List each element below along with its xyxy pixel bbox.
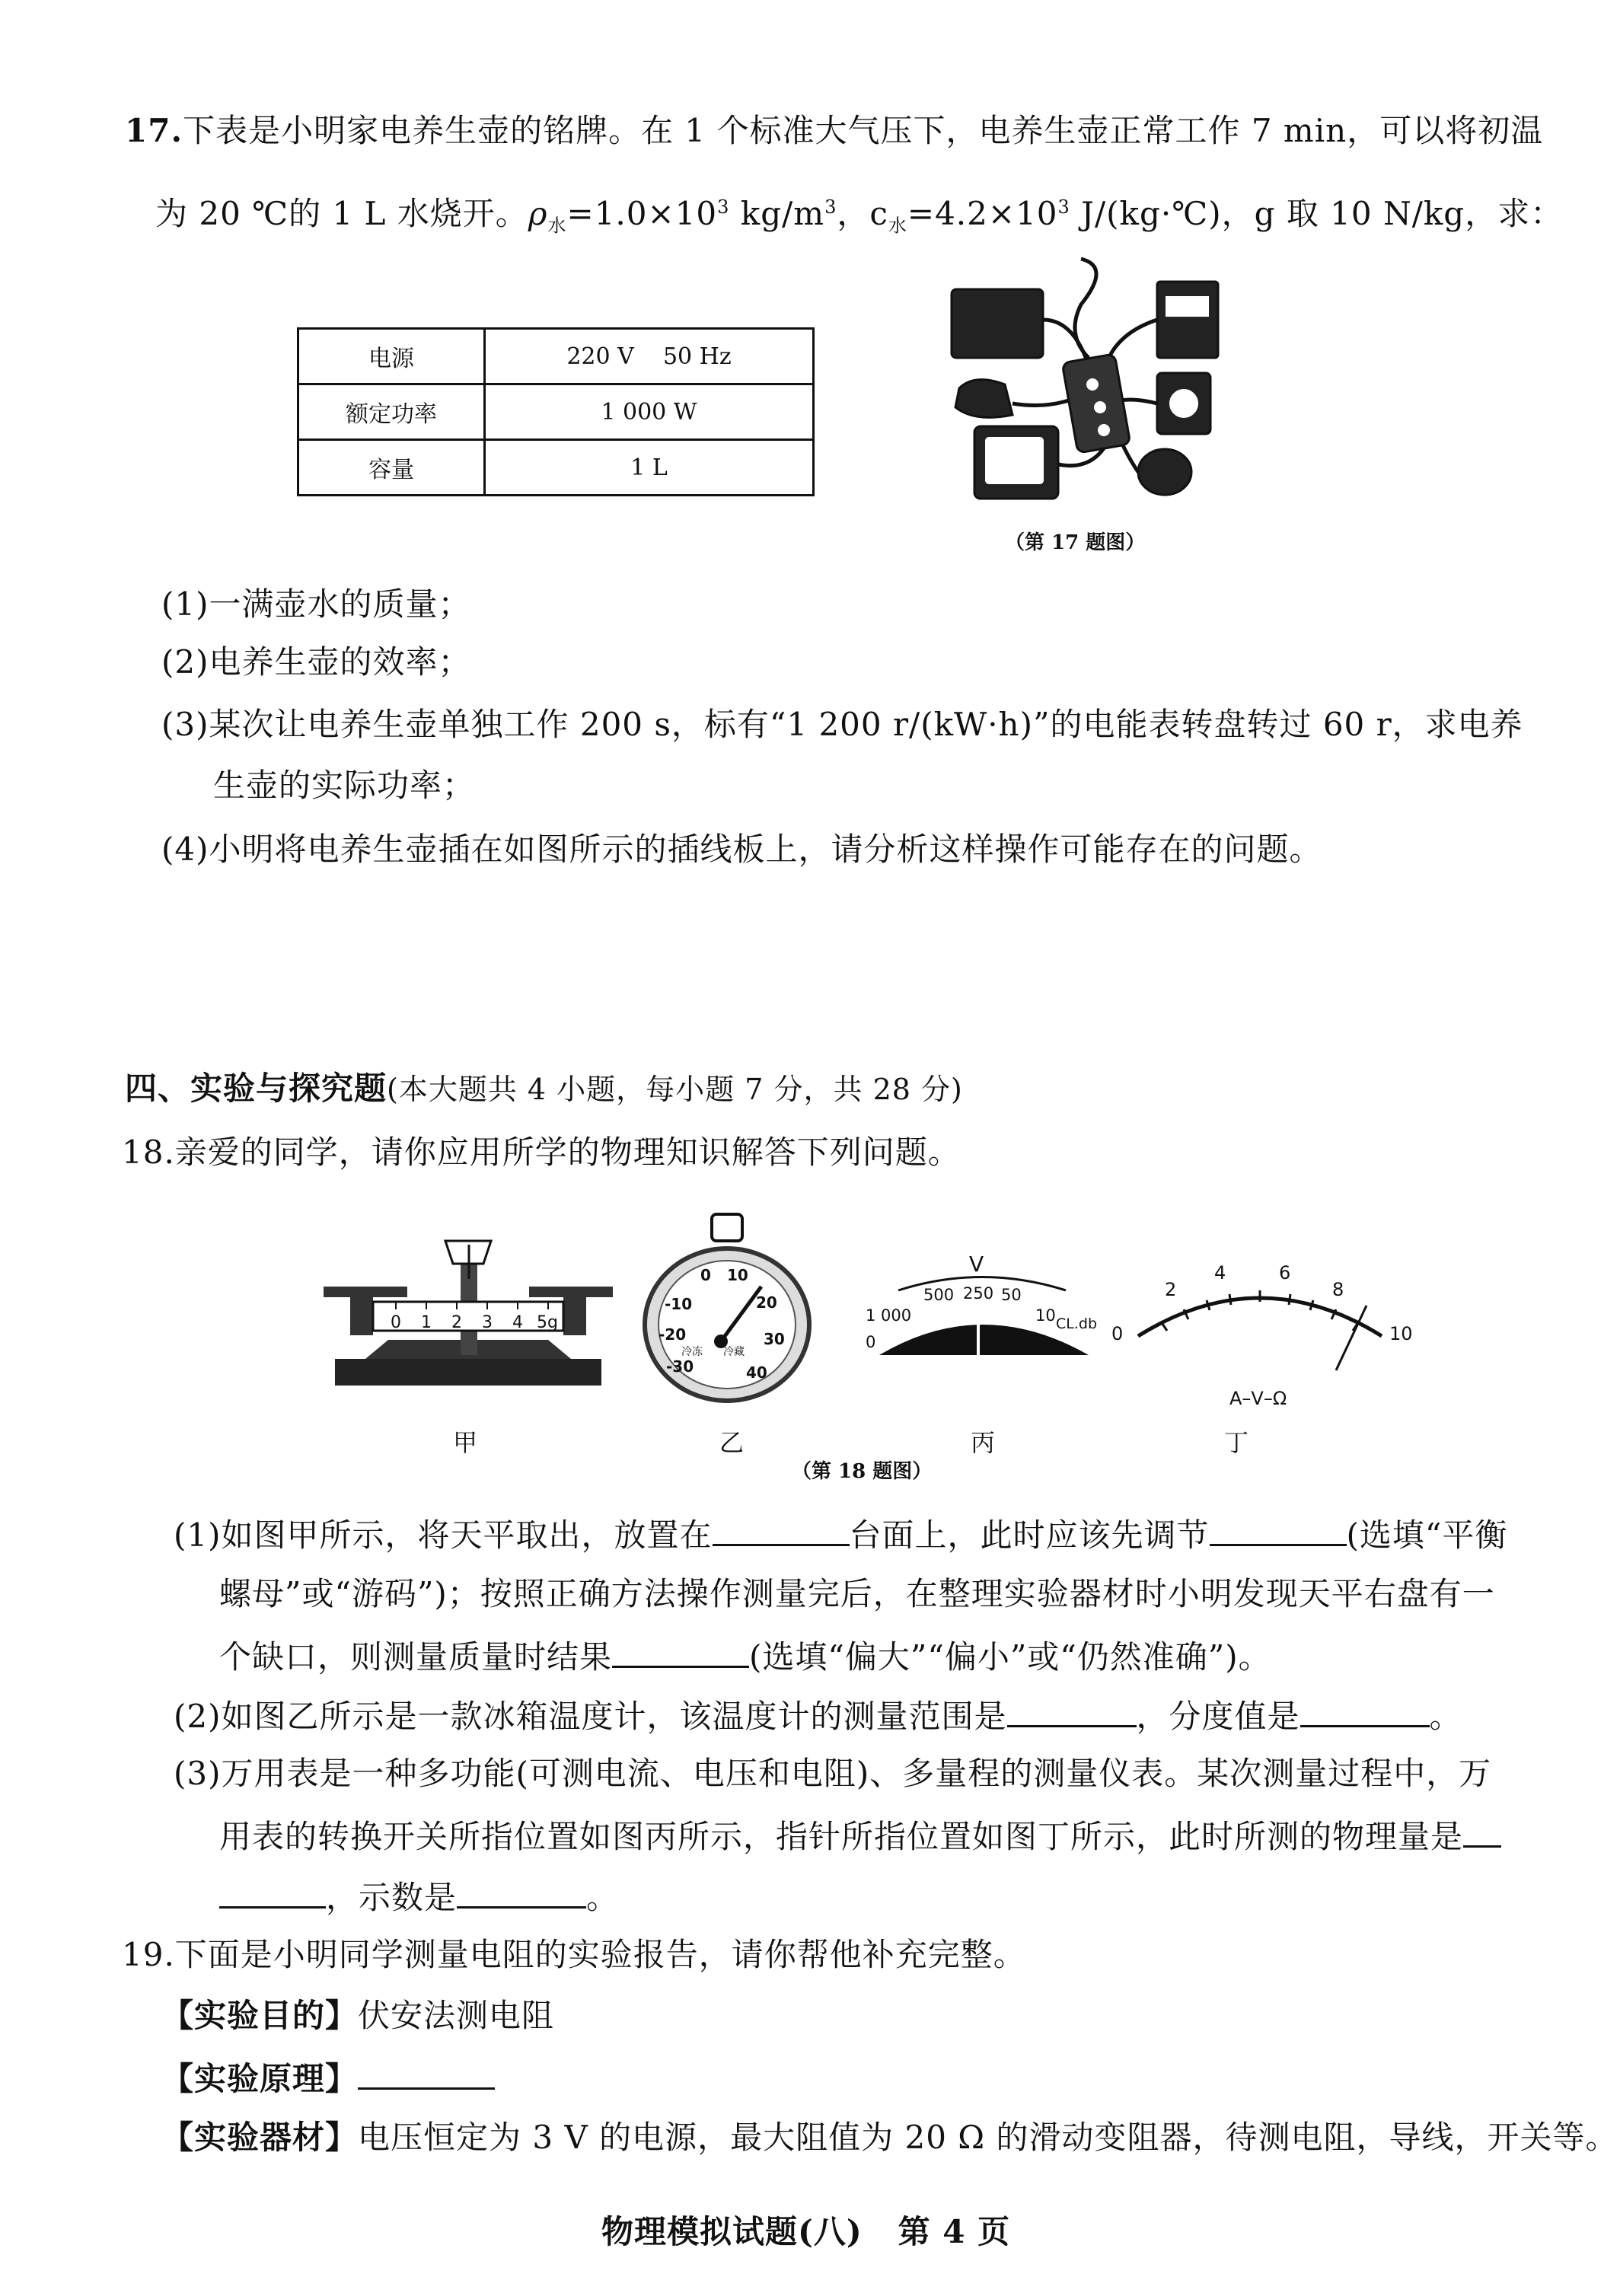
q18-part-3-line-1: (3)万用表是一种多功能(可测电流、电压和电阻)、多量程的测量仪表。某次测量过程中，万 bbox=[174, 1755, 1492, 1792]
q19-equipment: 【实验器材】电压恒定为 3 V 的电源，最大阻值为 20 Ω 的滑动变阻器，待测电阻，导线，开关等。 bbox=[161, 2119, 1618, 2156]
table-row: 电源 220 V 50 Hz bbox=[298, 329, 814, 384]
thermo-tick: 20 bbox=[756, 1293, 777, 1312]
figure-label-bing: 丙 bbox=[971, 1428, 996, 1457]
balance-tick: 0 bbox=[391, 1313, 401, 1332]
selector-left: 0 bbox=[866, 1333, 876, 1351]
figure-label-ding: 丁 bbox=[1224, 1428, 1249, 1457]
meter-tick: 4 bbox=[1214, 1262, 1226, 1284]
selector-tick: 500 bbox=[923, 1286, 955, 1304]
q17-sub-4: (4)小明将电养生壶插在如图所示的插线板上，请分析这样操作可能存在的问题。 bbox=[161, 831, 1322, 868]
selector-tick: 250 bbox=[963, 1284, 994, 1303]
q18-part-1-line-2: 螺母”或“游码”)；按照正确方法操作测量完后，在整理实验器材时小明发现天平右盘有一 bbox=[219, 1575, 1495, 1612]
meter-tick: 2 bbox=[1165, 1279, 1177, 1300]
figure-label-yi: 乙 bbox=[719, 1428, 745, 1457]
section-4-heading: 四、实验与探究题(本大题共 4 小题，每小题 7 分，共 28 分) bbox=[125, 1070, 963, 1107]
meter-tick: 0 bbox=[1111, 1323, 1124, 1344]
table-row: 额定功率 1 000 W bbox=[298, 384, 814, 440]
meter-tick: 10 bbox=[1389, 1323, 1413, 1344]
q17-figure-caption: （第 17 题图） bbox=[1005, 531, 1146, 554]
q18-stem: 18.亲爱的同学，请你应用所学的物理知识解答下列问题。 bbox=[122, 1134, 961, 1171]
thermo-word: 冷藏 bbox=[723, 1346, 745, 1358]
answer-blank bbox=[219, 1873, 326, 1909]
answer-blank bbox=[1463, 1812, 1501, 1848]
selector-switch-figure bbox=[856, 1248, 1108, 1386]
q17-sub-1: (1)一满壶水的质量； bbox=[161, 585, 471, 623]
q17-line-2: 为 20 ℃的 1 L 水烧开。$\rho_水=1.0\times 10^3$ $kg/m^3$，$c_水=4.2\times 10^3$ J/(kg·℃)，g 取 10 N/kg，求： bbox=[155, 195, 1564, 237]
balance-figure bbox=[320, 1226, 617, 1393]
q18-part-2: (2)如图乙所示是一款冰箱温度计，该温度计的测量范围是 ，分度值是 。 bbox=[174, 1692, 1462, 1740]
answer-blank bbox=[358, 2054, 495, 2090]
selector-v-label: V bbox=[969, 1252, 984, 1277]
answer-blank bbox=[457, 1873, 586, 1909]
thermo-word: 冷冻 bbox=[681, 1346, 703, 1358]
q19-purpose: 【实验目的】伏安法测电阻 bbox=[161, 1997, 555, 2034]
q17-sub-3-line-1: (3)某次让电养生壶单独工作 200 s，标有“1 200 r/(kW·h)”的电能表转盘转过 60 r，求电养 bbox=[161, 706, 1523, 743]
answer-blank bbox=[713, 1510, 850, 1546]
meter-label: A–V–Ω bbox=[1229, 1388, 1287, 1408]
answer-blank bbox=[1300, 1692, 1430, 1727]
multimeter-scale-figure bbox=[1108, 1248, 1427, 1408]
power-strip-figure bbox=[944, 244, 1248, 518]
q18-part-1-line-1: (1)如图甲所示，将天平取出，放置在 台面上，此时应该先调节 (选填“平衡 bbox=[174, 1510, 1507, 1558]
q18-figure-caption: （第 18 题图） bbox=[792, 1460, 933, 1483]
meter-tick: 8 bbox=[1332, 1279, 1344, 1300]
q17-sub-3-line-2: 生壶的实际功率； bbox=[213, 767, 476, 804]
thermo-tick: 0 bbox=[700, 1266, 711, 1284]
q18-part-3-line-3: ，示数是 。 bbox=[219, 1873, 619, 1921]
answer-blank bbox=[1210, 1510, 1347, 1546]
thermo-tick: 40 bbox=[746, 1363, 767, 1382]
thermo-tick: -30 bbox=[666, 1357, 694, 1376]
balance-tick: 5g bbox=[537, 1313, 558, 1332]
q19-stem: 19.下面是小明同学测量电阻的实验报告，请你帮他补充完整。 bbox=[122, 1936, 1026, 1973]
figure-label-jia: 甲 bbox=[453, 1428, 478, 1457]
nameplate-table bbox=[297, 327, 815, 496]
balance-tick: 1 bbox=[421, 1313, 432, 1332]
q17-sub-2: (2)电养生壶的效率； bbox=[161, 643, 471, 681]
answer-blank bbox=[612, 1632, 749, 1668]
selector-right: CL.db bbox=[1056, 1315, 1098, 1332]
q19-principle: 【实验原理】 bbox=[161, 2054, 495, 2102]
meter-tick: 6 bbox=[1279, 1262, 1291, 1284]
balance-tick: 2 bbox=[451, 1313, 462, 1332]
balance-tick: 4 bbox=[512, 1313, 523, 1332]
thermo-tick: -10 bbox=[665, 1295, 693, 1313]
selector-tick: 1 000 bbox=[866, 1306, 912, 1325]
selector-tick: 10 bbox=[1035, 1306, 1056, 1325]
thermo-tick: -20 bbox=[659, 1325, 687, 1344]
selector-tick: 50 bbox=[1001, 1286, 1022, 1304]
thermo-tick: 10 bbox=[727, 1266, 748, 1284]
thermometer-figure bbox=[636, 1210, 818, 1408]
answer-blank bbox=[1007, 1692, 1137, 1727]
q17-line-1: 17.下表是小明家电养生壶的铭牌。在 1 个标准大气压下，电养生壶正常工作 7 min，可以将初温 bbox=[125, 112, 1544, 149]
balance-tick: 3 bbox=[482, 1313, 493, 1332]
page-footer: 物理模拟试题(八) 第 4 页 bbox=[601, 2213, 1011, 2250]
q18-part-1-line-3: 个缺口，则测量质量时结果 (选填“偏大”“偏小”或“仍然准确”)。 bbox=[219, 1632, 1271, 1680]
thermo-tick: 30 bbox=[764, 1330, 785, 1348]
q17-number: 17. bbox=[125, 112, 183, 149]
q18-part-3-line-2: 用表的转换开关所指位置如图丙所示，指针所指位置如图丁所示，此时所测的物理量是 bbox=[219, 1812, 1501, 1860]
table-row: 容量 1 L bbox=[298, 440, 814, 496]
